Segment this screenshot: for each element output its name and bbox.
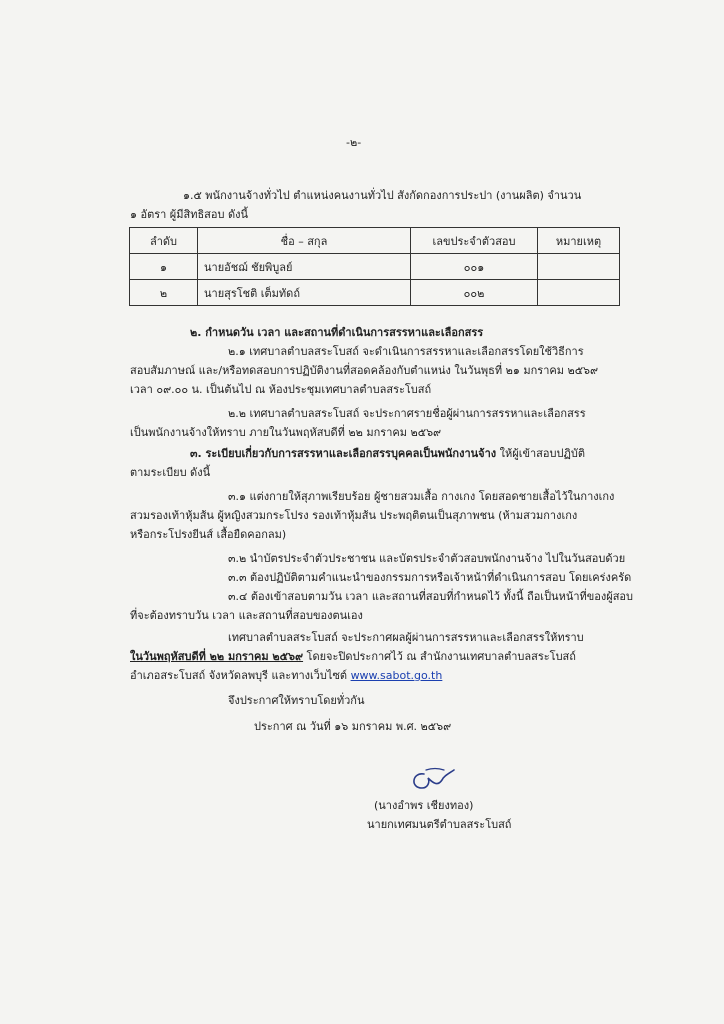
- section-3-4-line1: ๓.๔ ต้องเข้าสอบตามวัน เวลา และสถานที่สอบที่กำหนดไว้ ทั้งนี้ ถือเป็นหน้าที่ของผู้สอบ: [228, 590, 634, 603]
- closing-text: จึงประกาศให้ทราบโดยทั่วกัน: [228, 694, 365, 707]
- cell-note: [538, 280, 620, 306]
- cell-note: [538, 254, 620, 280]
- header-order: ลำดับ: [130, 228, 198, 254]
- signatory-title: นายกเทศมนตรีตำบลสระโบสถ์: [367, 818, 512, 831]
- section-1-5-line2: ๑ อัตรา ผู้มีสิทธิสอบ ดังนี้: [130, 208, 249, 221]
- section-1-5-line1: ๑.๕ พนักงานจ้างทั่วไป ตำแหน่งคนงานทั่วไป สังกัดกองการประปา (งานผลิต) จำนวน: [183, 189, 582, 202]
- section-2-heading: ๒. กำหนดวัน เวลา และสถานที่ดำเนินการสรรหาและเลือกสรร: [190, 326, 484, 339]
- section-2-1-line2: สอบสัมภาษณ์ และ/หรือทดสอบการปฏิบัติงานที่สอดคล้องกับตำแหน่ง ในวันพุธที่ ๒๑ มกราคม ๒๕๖๙: [130, 364, 599, 377]
- cell-order: ๒: [130, 280, 198, 306]
- table-header-row: [130, 228, 620, 254]
- section-3-heading-line: [190, 444, 585, 462]
- section-3-heading-tail: ให้ผู้เข้าสอบปฏิบัติ: [496, 447, 585, 460]
- announce-line3: [130, 666, 442, 684]
- cell-order: ๑: [130, 254, 198, 280]
- announce-line2-rest: โดยจะปิดประกาศไว้ ณ สำนักงานเทศบาลตำบลสระโบสถ์: [303, 650, 576, 663]
- header-name: ชื่อ – สกุล: [198, 228, 411, 254]
- announce-line3-prefix: อำเภอสระโบสถ์ จังหวัดลพบุรี และทางเว็บไซต์: [130, 669, 351, 682]
- cell-exam-id: ๐๐๑: [411, 254, 538, 280]
- section-3-4-line2: ที่จะต้องทราบวัน เวลา และสถานที่สอบของตนเอง: [130, 609, 363, 622]
- signature-mark: [408, 764, 462, 792]
- announce-line1: เทศบาลตำบลสระโบสถ์ จะประกาศผลผู้ผ่านการสรรหาและเลือกสรรให้ทราบ: [228, 631, 584, 644]
- date-line: ประกาศ ณ วันที่ ๑๖ มกราคม พ.ศ. ๒๕๖๙: [254, 720, 452, 733]
- announce-date: ในวันพฤหัสบดีที่ ๒๒ มกราคม ๒๕๖๙: [130, 650, 304, 663]
- section-3-heading: ๓. ระเบียบเกี่ยวกับการสรรหาและเลือกสรรบุคคลเป็นพนักงานจ้าง: [190, 447, 497, 460]
- section-2-2-line2: เป็นพนักงานจ้างให้ทราบ ภายในวันพฤหัสบดีที่ ๒๒ มกราคม ๒๕๖๙: [130, 426, 442, 439]
- cell-exam-id: ๐๐๒: [411, 280, 538, 306]
- candidate-table: [129, 227, 620, 306]
- section-3-1-line2: สวมรองเท้าหุ้มส้น ผู้หญิงสวมกระโปรง รองเท้าหุ้มส้น ประพฤติตนเป็นสุภาพชน (ห้ามสวมกางเกง: [130, 509, 578, 522]
- announce-line2: [130, 647, 576, 665]
- cell-name: นายอัชฌ์ ชัยพิบูลย์: [198, 254, 411, 280]
- signatory-name: (นางอำพร เชียงทอง): [374, 799, 474, 812]
- website-link[interactable]: www.sabot.go.th: [350, 669, 443, 682]
- table-row: [130, 254, 620, 280]
- section-3-heading-line2: ตามระเบียบ ดังนี้: [130, 466, 211, 479]
- header-note: หมายเหตุ: [538, 228, 620, 254]
- section-3-1-line3: หรือกระโปรงยีนส์ เสื้อยืดคอกลม): [130, 528, 287, 541]
- cell-name: นายสุรโชติ เต็มทัดถ์: [198, 280, 411, 306]
- section-3-1-line1: ๓.๑ แต่งกายให้สุภาพเรียบร้อย ผู้ชายสวมเสื้อ กางเกง โดยสอดชายเสื้อไว้ในกางเกง: [228, 490, 615, 503]
- section-2-1-line1: ๒.๑ เทศบาลตำบลสระโบสถ์ จะดำเนินการสรรหาและเลือกสรรโดยใช้วิธีการ: [228, 345, 584, 358]
- section-2-1-line3: เวลา ๐๙.๐๐ น. เป็นต้นไป ณ ห้องประชุมเทศบาลตำบลสระโบสถ์: [130, 383, 432, 396]
- section-2-2-line1: ๒.๒ เทศบาลตำบลสระโบสถ์ จะประกาศรายชื่อผู้ผ่านการสรรหาและเลือกสรร: [228, 407, 586, 420]
- table-row: [130, 280, 620, 306]
- section-3-2: ๓.๒ นำบัตรประจำตัวประชาชน และบัตรประจำตัวสอบพนักงานจ้าง ไปในวันสอบด้วย: [228, 552, 626, 565]
- page-number: -๒-: [346, 136, 362, 149]
- header-exam-id: เลขประจำตัวสอบ: [411, 228, 538, 254]
- section-3-3: ๓.๓ ต้องปฏิบัติตามคำแนะนำของกรรมการหรือเจ้าหน้าที่ดำเนินการสอบ โดยเคร่งครัด: [228, 571, 632, 584]
